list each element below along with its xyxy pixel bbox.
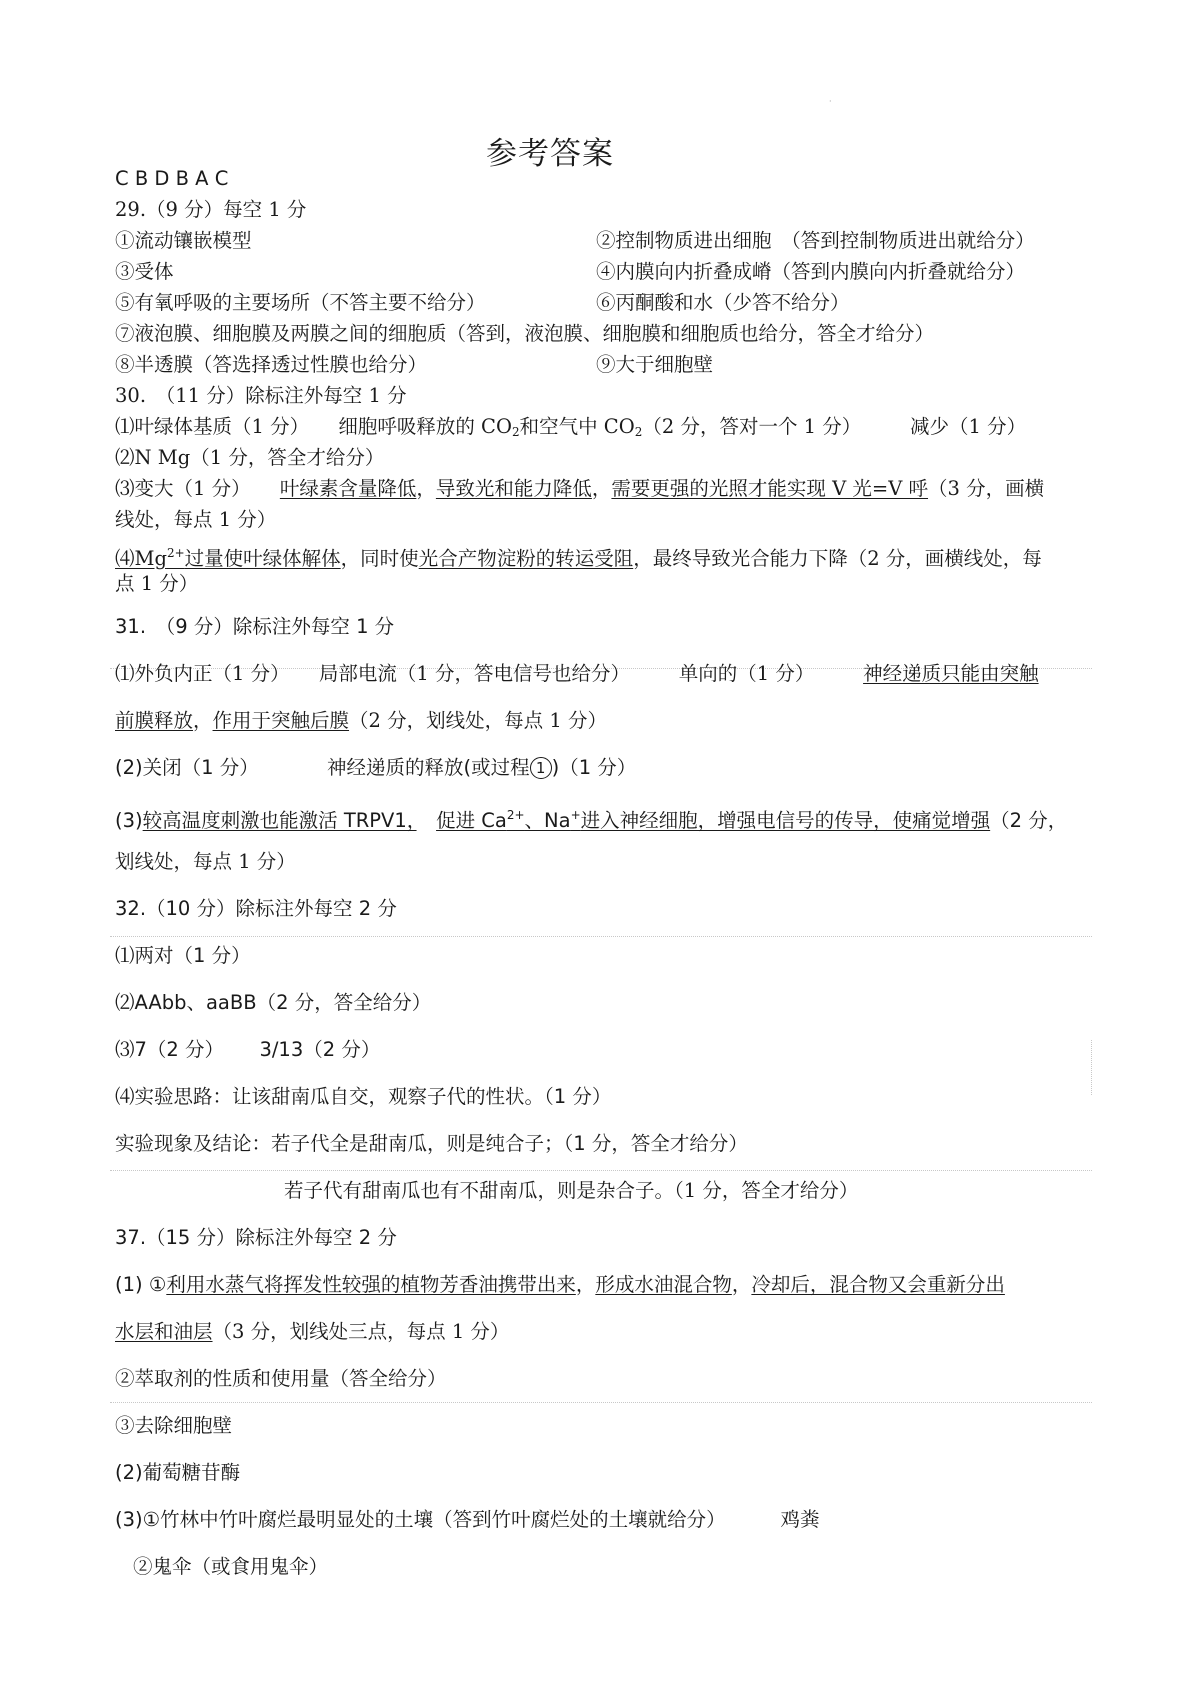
page-title: 参考答案 <box>486 136 614 172</box>
q30-part-4: $⑷Mg^{2+}$过量使叶绿体解体，同时使光合产物淀粉的转运受阻，最终导致光合能力下降（2 分，画横线处，每 <box>115 546 1042 570</box>
dotted-rule <box>110 1402 1092 1403</box>
q29-answer-4: ④内膜向内折叠成嵴（答到内膜向内折叠就给分） <box>596 260 1026 283</box>
q37-part-1: (1) ①利用水蒸气将挥发性较强的植物芳香油携带出来，形成水油混合物，冷却后，混合物又会重新分出 <box>115 1273 1005 1296</box>
q37-part-2: ②萃取剂的性质和使用量（答全给分） <box>115 1367 447 1390</box>
q29-answer-6: ⑥丙酮酸和水（少答不给分） <box>596 291 850 314</box>
q29-answer-3: ③受体 <box>115 260 174 283</box>
q32-part-1: ⑴两对（1 分） <box>115 944 251 967</box>
q30-part-4-cont: 点 1 分） <box>115 572 199 595</box>
q37-header: 37.（15 分）除标注外每空 2 分 <box>115 1226 397 1249</box>
q32-part-5: 实验现象及结论：若子代全是甜南瓜，则是纯合子；（1 分，答全才给分） <box>115 1132 748 1155</box>
dotted-rule <box>110 1170 1092 1171</box>
q37-part-1-cont: 水层和油层（3 分，划线处三点，每点 1 分） <box>115 1320 510 1343</box>
q31-header: 31. （9 分）除标注外每空 1 分 <box>115 615 395 638</box>
scan-speck: · <box>829 97 832 106</box>
q30-part-1: ⑴叶绿体基质（1 分） 细胞呼吸释放的 $CO_2$和空气中 $CO_2(2$ 分，答对一个 1 分） 减少（1 分） <box>115 415 1027 439</box>
q29-answer-7: ⑦液泡膜、细胞膜及两膜之间的细胞质（答到，液泡膜、细胞膜和细胞质也给分，答全才给分） <box>115 322 935 345</box>
dotted-rule <box>110 936 1092 937</box>
q37-part-5: (3)①竹林中竹叶腐烂最明显处的土壤（答到竹叶腐烂处的土壤就给分） 鸡粪 <box>115 1508 820 1531</box>
q29-answer-1: ①流动镶嵌模型 <box>115 229 252 252</box>
q32-part-2: ⑵AAbb、aaBB（2 分，答全给分） <box>115 991 432 1014</box>
q31-part-1-cont: 前膜释放，作用于突触后膜（2 分，划线处，每点 1 分） <box>115 709 607 732</box>
q30-part-3-cont: 线处，每点 1 分） <box>115 508 277 531</box>
q32-part-6: 若子代有甜南瓜也有不甜南瓜，则是杂合子。（1 分，答全才给分） <box>284 1179 859 1202</box>
q37-part-6: ②鬼伞（或食用鬼伞） <box>133 1555 329 1578</box>
q30-part-2: ⑵N Mg（1 分，答全才给分） <box>115 446 385 469</box>
q37-part-3: ③去除细胞壁 <box>115 1414 233 1437</box>
q32-part-4: ⑷实验思路：让该甜南瓜自交，观察子代的性状。（1 分） <box>115 1085 612 1108</box>
q29-answer-5: ⑤有氧呼吸的主要场所（不答主要不给分） <box>115 291 486 314</box>
q29-answer-9: ⑨大于细胞壁 <box>596 353 714 376</box>
q32-header: 32.（10 分）除标注外每空 2 分 <box>115 897 397 920</box>
q37-part-4: (2)葡萄糖苷酶 <box>115 1461 241 1484</box>
q31-part-2: (2)关闭（1 分） 神经递质的释放(或过程 1 )（1 分） <box>115 756 637 779</box>
q29-answer-8: ⑧半透膜（答选择透过性膜也给分） <box>115 353 428 376</box>
q29-answer-2: ②控制物质进出细胞 （答到控制物质进出就给分） <box>596 229 1035 252</box>
q31-part-3: (3)较高温度刺激也能激活 TRPV1， 促进 $Ca^{2+}$、Na+进入神经细胞，增强电信号的传导，使痛觉增强（2 分， <box>115 808 1068 832</box>
dotted-rule-vertical <box>1091 1040 1092 1095</box>
q30-part-3: ⑶变大（1 分） 叶绿素含量降低，导致光和能力降低，需要更强的光照才能实现 V 光=V 呼（3 分，画横 <box>115 477 1045 500</box>
q32-part-3: ⑶7（2 分） 3/13（2 分） <box>115 1038 381 1061</box>
q31-part-1: ⑴外负内正（1 分） 局部电流（1 分，答电信号也给分） 单向的（1 分） 神经递质只能由突触 <box>115 662 1039 685</box>
q29-header: 29.（9 分）每空 1 分 <box>115 198 307 221</box>
choice-answers: C B D B A C <box>115 167 229 190</box>
q31-part-3-cont: 划线处，每点 1 分） <box>115 850 296 873</box>
q30-header: 30. （11 分）除标注外每空 1 分 <box>115 384 407 407</box>
